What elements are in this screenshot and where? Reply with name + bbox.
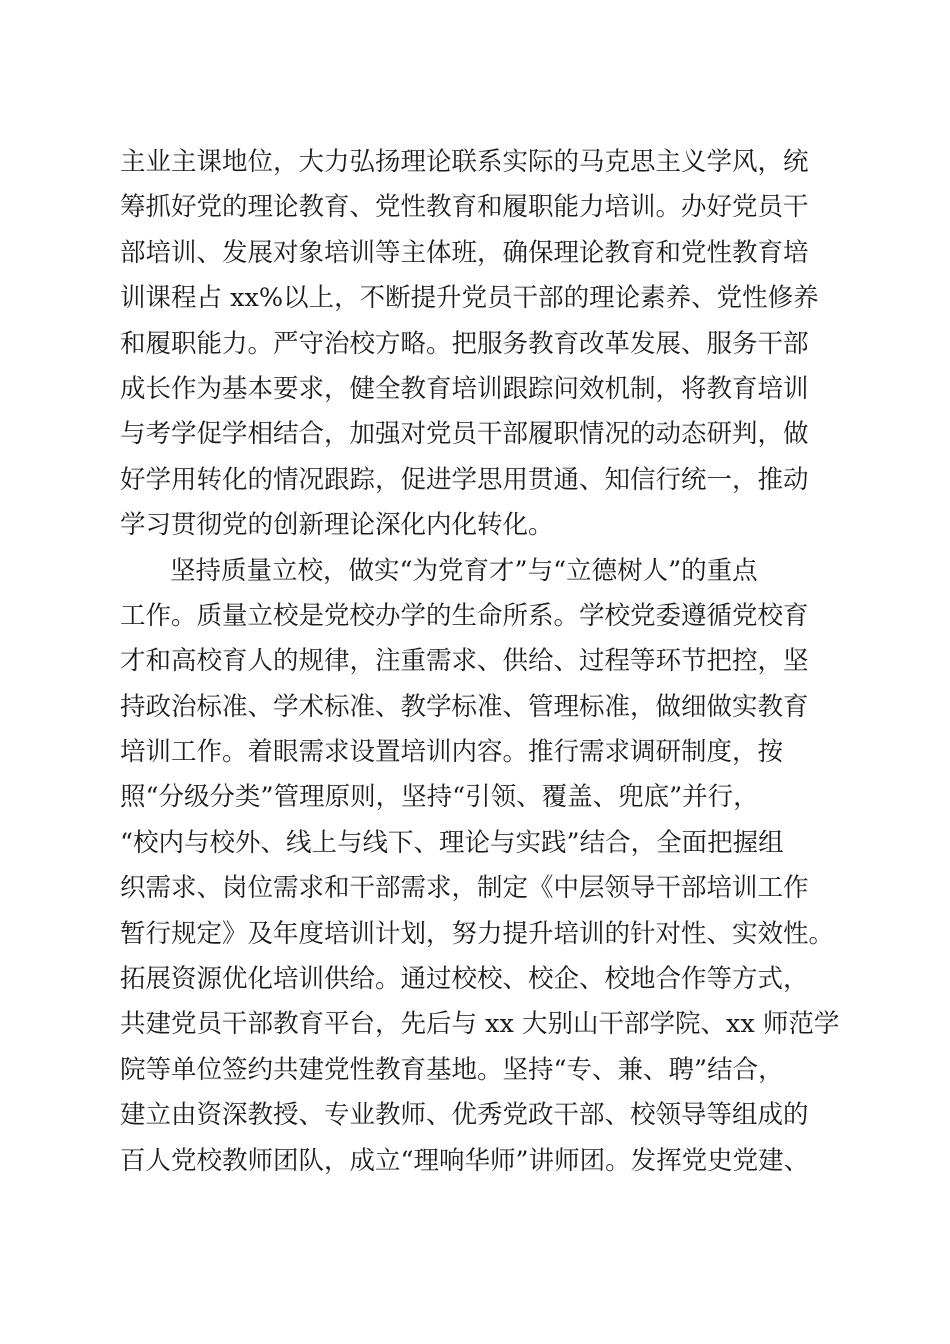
text-line: “校内与校外、线上与线下、理论与实践”结合，全面把握组 bbox=[120, 827, 784, 858]
text-line: 工作。质量立校是党校办学的生命所系。学校党委遵循党校育 bbox=[120, 600, 809, 631]
text-line: 部培训、发展对象培训等主体班，确保理论教育和党性教育培 bbox=[120, 237, 809, 268]
text-line: 照“分级分类”管理原则，坚持“引领、覆盖、兜底”并行， bbox=[120, 782, 759, 813]
text-line: 培训工作。着眼需求设置培训内容。推行需求调研制度，按 bbox=[120, 737, 784, 768]
text-line: 和履职能力。严守治校方略。把服务教育改革发展、服务干部 bbox=[120, 328, 809, 359]
text-line: 百人党校教师团队，成立“理响华师”讲师团。发挥党史党建、 bbox=[120, 1145, 810, 1176]
text-line: 织需求、岗位需求和干部需求，制定《中层领导干部培训工作 bbox=[120, 873, 809, 904]
text-line: 院等单位签约共建党性教育基地。坚持“专、兼、聘”结合， bbox=[120, 1054, 784, 1085]
text-line: 与考学促学相结合，加强对党员干部履职情况的动态研判，做 bbox=[120, 419, 809, 450]
paragraph-2 bbox=[120, 549, 840, 1184]
text-line: 好学用转化的情况跟踪，促进学思用贯通、知信行统一，推动 bbox=[120, 464, 809, 495]
body-text bbox=[120, 140, 840, 1184]
text-line: 拓展资源优化培训供给。通过校校、校企、校地合作等方式， bbox=[120, 964, 809, 995]
text-line: 才和高校育人的规律，注重需求、供给、过程等环节把控，坚 bbox=[120, 646, 809, 677]
text-line-indented: 坚持质量立校，做实“为党育才”与“立德树人”的重点 bbox=[170, 555, 758, 586]
text-line: 暂行规定》及年度培训计划，努力提升培训的针对性、实效性。 bbox=[120, 918, 835, 949]
text-line: 筹抓好党的理论教育、党性教育和履职能力培训。办好党员干 bbox=[120, 192, 809, 223]
text-line: 共建党员干部教育平台，先后与 xx 大别山干部学院、xx 师范学 bbox=[120, 1009, 840, 1040]
text-line: 主业主课地位，大力弘扬理论联系实际的马克思主义学风，统 bbox=[120, 147, 809, 177]
text-line: 训课程占 xx%以上，不断提升党员干部的理论素养、党性修养 bbox=[120, 283, 819, 314]
text-line: 建立由资深教授、专业教师、优秀党政干部、校领导等组成的 bbox=[120, 1100, 809, 1131]
text-line: 持政治标准、学术标准、教学标准、管理标准，做细做实教育 bbox=[120, 691, 809, 722]
text-line: 学习贯彻党的创新理论深化内化转化。 bbox=[120, 510, 554, 541]
text-line: 成长作为基本要求，健全教育培训跟踪问效机制，将教育培训 bbox=[120, 373, 809, 404]
paragraph-1 bbox=[120, 140, 840, 549]
